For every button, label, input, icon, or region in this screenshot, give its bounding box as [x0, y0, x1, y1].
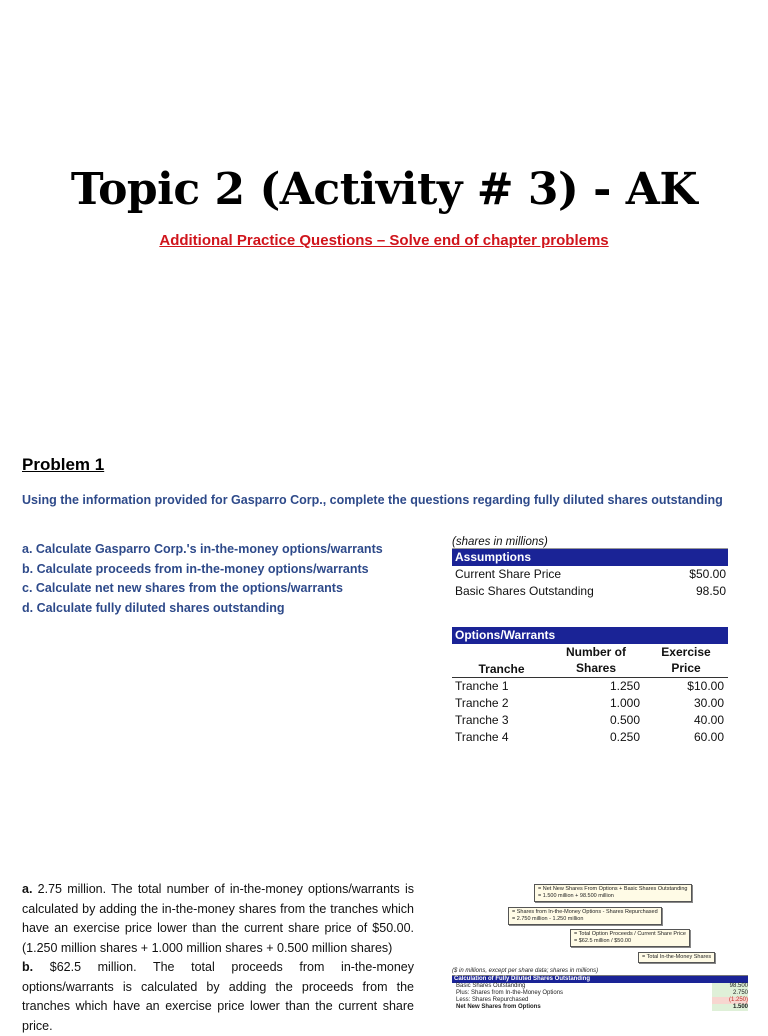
tranche-name: Tranche 3	[455, 713, 509, 727]
tranche-shares: 1.000	[609, 696, 640, 710]
question-list	[22, 540, 442, 618]
mini-row	[452, 983, 748, 990]
mini-row-label: Basic Shares Outstanding	[456, 983, 526, 989]
col-shares-line2: Shares	[575, 661, 617, 675]
question-item: c. Calculate net new shares from the options/warrants	[22, 581, 343, 595]
mini-row	[452, 997, 748, 1004]
mini-row-value: 98.500	[712, 983, 748, 990]
options-column-headers	[452, 644, 728, 678]
assumption-value: $50.00	[689, 567, 726, 581]
callout-text: = Shares from In-the-Money Options - Shares Repurchased	[512, 909, 658, 915]
mini-row	[452, 1004, 748, 1011]
callout-text: = $62.5 million / $50.00	[574, 938, 632, 944]
tranche-price: 40.00	[693, 713, 724, 727]
mini-row-value: 1.500	[712, 1004, 748, 1011]
callout-box	[570, 929, 690, 947]
mini-row-label: Net New Shares from Options	[456, 1004, 541, 1010]
callout-text: = Total In-the-Money Shares	[642, 954, 712, 960]
col-tranche: Tranche	[478, 662, 525, 676]
options-header: Options/Warrants	[452, 627, 728, 644]
tranche-shares: 1.250	[609, 679, 640, 693]
col-price	[644, 644, 728, 677]
callout-box	[534, 884, 692, 902]
page-title: Topic 2 (Activity # 3) - AK	[70, 164, 698, 215]
answer-a-body: 2.75 million. The total number of in-the-money options/warrants is calculated by adding the in-the-money shares from the tranches which have an exercise price lower than the current share price of $50.00. (1.250 million shares + 1.000 million shares + 0.500 million shares)	[22, 882, 414, 955]
table-row	[452, 712, 728, 729]
table-row	[452, 695, 728, 712]
answer-a	[22, 880, 414, 958]
page-subtitle: Additional Practice Questions – Solve end of chapter problems	[159, 232, 609, 249]
tranche-price: $10.00	[687, 679, 724, 693]
callout-text: = 2.750 million - 1.250 million	[512, 916, 584, 922]
answer-a-label: a.	[22, 882, 33, 896]
col-price-line2: Price	[671, 661, 701, 675]
options-table	[452, 627, 728, 746]
col-price-line1: Exercise	[661, 645, 711, 659]
table-row	[452, 678, 728, 695]
tranche-name: Tranche 1	[455, 679, 509, 693]
mini-row-label: Less: Shares Repurchased	[456, 997, 529, 1003]
answer-b-body: $62.5 million. The total proceeds from in-the-money options/warrants is calculated by adding the proceeds from the tranches which have an exercise price lower than the current share price.	[22, 960, 414, 1033]
assumption-row	[452, 583, 728, 600]
callout-box	[508, 907, 662, 925]
assumption-label: Basic Shares Outstanding	[455, 584, 594, 598]
assumption-row	[452, 566, 728, 583]
problem-heading: Problem 1	[22, 455, 105, 474]
tranche-name: Tranche 2	[455, 696, 509, 710]
tranche-name: Tranche 4	[455, 730, 509, 744]
mini-caption: ($ in millions, except per share data; shares in millions)	[452, 968, 748, 976]
mini-row-value: (1.250)	[712, 997, 748, 1004]
mini-calculation-table	[452, 968, 748, 1011]
tranche-shares: 0.250	[609, 730, 640, 744]
question-item: d. Calculate fully diluted shares outstanding	[22, 600, 285, 615]
answer-b-label: b.	[22, 960, 34, 974]
assumptions-header: Assumptions	[452, 549, 728, 566]
tranche-shares: 0.500	[609, 713, 640, 727]
question-item: a. Calculate Gasparro Corp.'s in-the-money options/warrants	[22, 542, 383, 556]
assumptions-table	[452, 535, 728, 600]
callout-text: = Net New Shares From Options + Basic Shares Outstanding	[538, 886, 688, 892]
callout-box	[638, 952, 715, 963]
answer-text	[22, 880, 414, 1033]
problem-intro: Using the information provided for Gasparro Corp., complete the questions regarding fully diluted shares outstanding	[22, 493, 723, 507]
tranche-price: 30.00	[693, 696, 724, 710]
table-row	[452, 729, 728, 746]
callout-text: = Total Option Proceeds / Current Share Price	[574, 931, 686, 937]
mini-row	[452, 990, 748, 997]
assumptions-caption: (shares in millions)	[452, 535, 728, 549]
tranche-price: 60.00	[693, 730, 724, 744]
col-shares	[548, 644, 644, 677]
mini-row-label: Plus: Shares from In-the-Money Options	[456, 990, 564, 996]
answer-b	[22, 958, 414, 1036]
mini-header: Calculation of Fully Diluted Shares Outstanding	[452, 976, 748, 983]
assumption-value: 98.50	[695, 584, 726, 598]
calculation-diagram	[440, 880, 768, 1024]
col-shares-line1: Number of	[566, 645, 626, 659]
assumption-label: Current Share Price	[455, 567, 562, 581]
callout-text: = 1.500 million + 98.500 million	[538, 893, 614, 899]
question-item: b. Calculate proceeds from in-the-money options/warrants	[22, 561, 369, 576]
mini-row-value: 2.750	[712, 990, 748, 997]
